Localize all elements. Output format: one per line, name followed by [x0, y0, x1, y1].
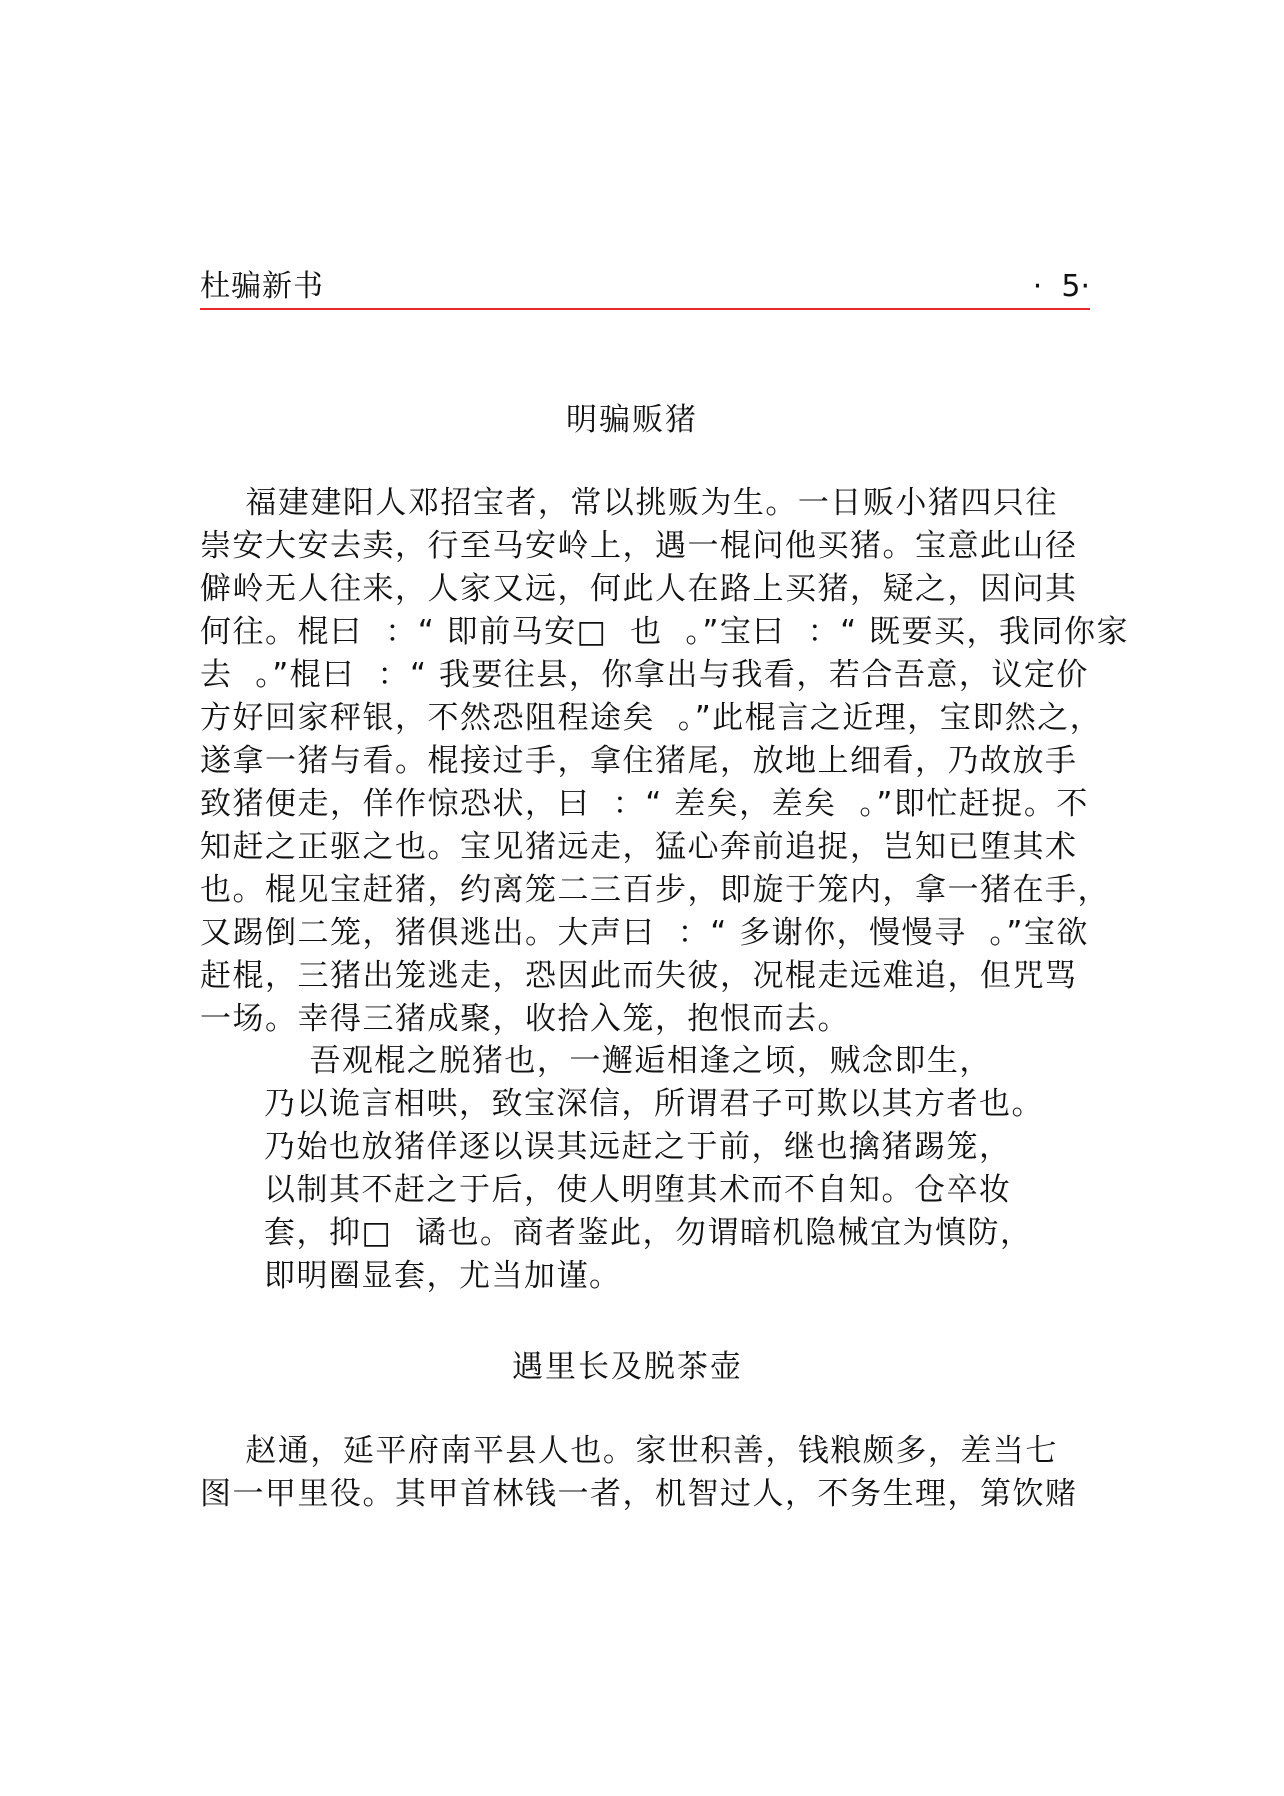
section-title: 明骗贩猪 [566, 402, 698, 438]
story-paragraph [200, 1430, 1078, 1516]
text-line: 吾观棍之脱猪也，一邂逅相逢之顷，贼念即生， [264, 1043, 992, 1079]
page-number: · 5· [1032, 269, 1090, 304]
commentary-paragraph [264, 1040, 1044, 1298]
text-line: 图一甲里役。其甲首林钱一者，机智过人，不务生理，第饮赌 [200, 1476, 1078, 1512]
text-line: 赵通，延平府南平县人也。家世积善，钱粮颇多，差当七 [200, 1433, 1058, 1469]
text-line: 崇安大安去卖，行至马安岭上，遇一棍问他买猪。宝意此山径 [200, 528, 1078, 564]
text-line: 知赶之正驱之也。宝见猪远走，猛心奔前追捉，岂知已堕其术 [200, 829, 1078, 865]
text-line: 致猪便走，佯作惊恐状，曰 ：“ 差矣，差矣 。”即忙赶捉。不 [200, 786, 1089, 822]
running-header [200, 268, 1090, 310]
text-line: 去 。”棍曰 ：“ 我要往县，你拿出与我看，若合吾意，议定价 [200, 657, 1089, 693]
text-line: 福建建阳人邓招宝者，常以挑贩为生。一日贩小猪四只往 [200, 485, 1058, 521]
text-line: 套，抑□ 谲也。商者鉴此，勿谓暗机隐械宜为慎防， [264, 1215, 1033, 1251]
text-line: 方好回家秤银，不然恐阻程途矣 。”此棍言之近理，宝即然之， [200, 700, 1103, 736]
book-title: 杜骗新书 [200, 269, 324, 304]
text-line: 何往。棍曰 ：“ 即前马安□ 也 。”宝曰 ：“ 既要买，我同你家 [200, 614, 1130, 650]
text-line: 僻岭无人往来，人家又远，何此人在路上买猪，疑之，因问其 [200, 571, 1078, 607]
text-line: 一场。幸得三猪成聚，收拾入笼，抱恨而去。 [200, 1001, 850, 1037]
section-title: 遇里长及脱茶壶 [512, 1349, 743, 1385]
text-line: 乃以诡言相哄，致宝深信，所谓君子可欺以其方者也。 [264, 1086, 1044, 1122]
text-line: 以制其不赶之于后，使人明堕其术而不自知。仓卒妆 [264, 1172, 1012, 1208]
text-line: 也。棍见宝赶猪，约离笼二三百步，即旋于笼内，拿一猪在手， [200, 872, 1110, 908]
text-line: 乃始也放猪佯逐以误其远赶之于前，继也擒猪踢笼， [264, 1129, 1012, 1165]
story-paragraph [200, 482, 1129, 1041]
text-line: 赶棍，三猪出笼逃走，恐因此而失彼，况棍走远难追，但咒骂 [200, 958, 1078, 994]
text-line: 即明圈显套，尤当加谨。 [264, 1258, 622, 1294]
text-line: 又踢倒二笼，猪俱逃出。大声曰 ：“ 多谢你，慢慢寻 。”宝欲 [200, 915, 1089, 951]
text-line: 遂拿一猪与看。棍接过手，拿住猪尾，放地上细看，乃故放手 [200, 743, 1078, 779]
